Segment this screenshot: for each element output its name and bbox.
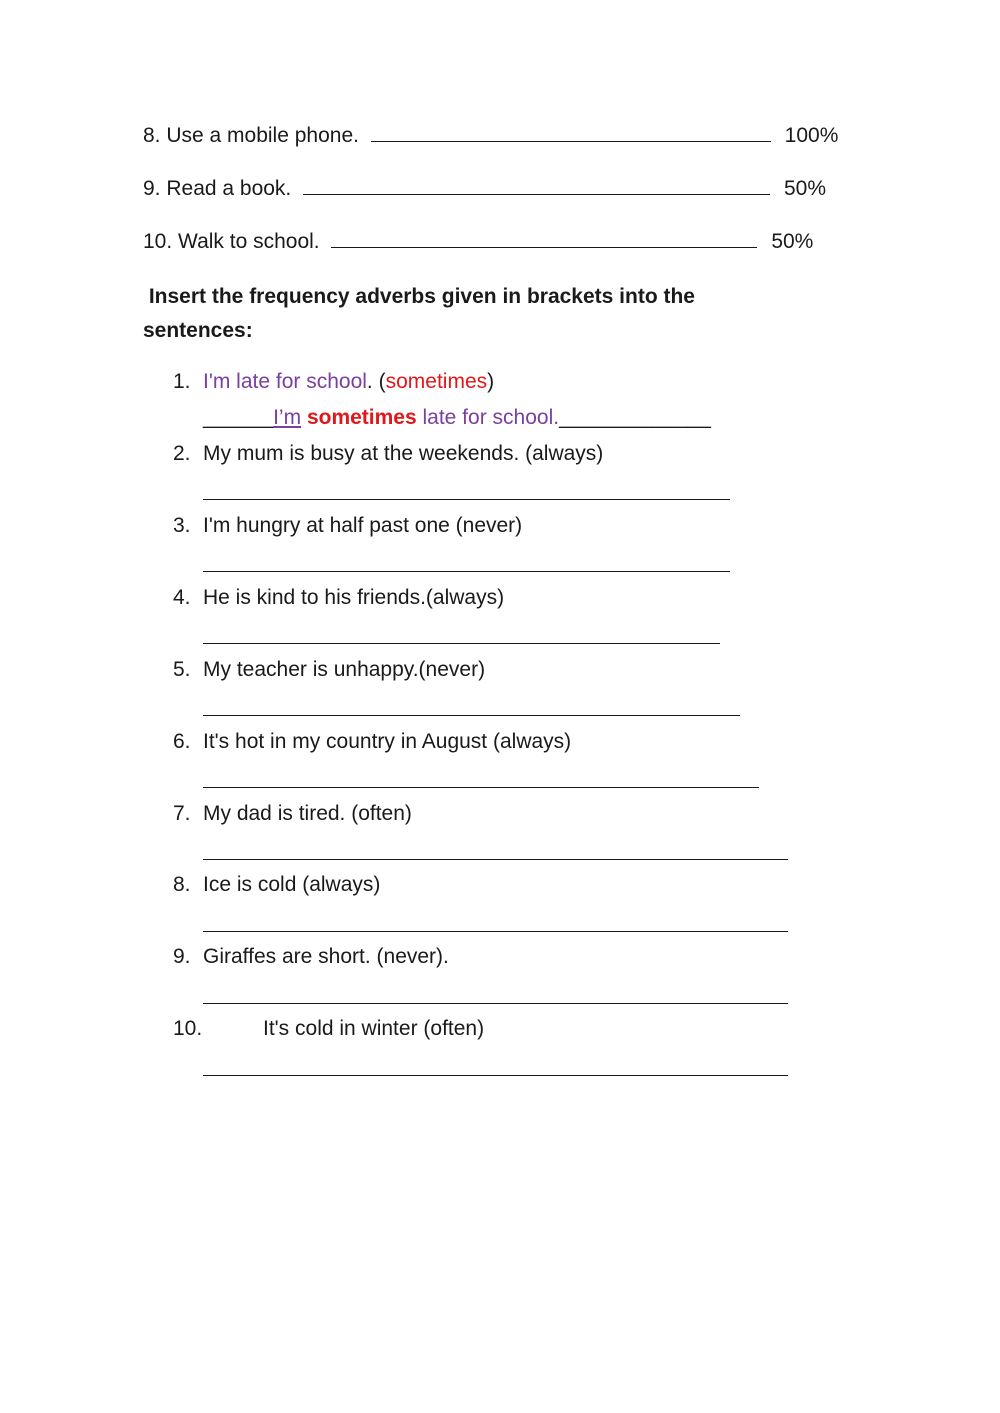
example-sentence-text: I'm late for school — [203, 370, 367, 393]
item-sentence: I'm hungry at half past one (never) — [203, 514, 523, 537]
item-sentence: It's cold in winter (often) — [263, 1017, 485, 1040]
prev-item-text: 9. Read a book. — [143, 177, 292, 200]
example-answer — [203, 404, 711, 432]
answer-line[interactable] — [203, 859, 788, 860]
example-answer-subject-m: ’m — [278, 406, 302, 429]
prev-item-9 — [143, 174, 826, 203]
answer-line[interactable] — [203, 499, 730, 500]
heading-line-1: Insert the frequency adverbs given in brackets into the — [143, 285, 695, 308]
item-number: 3. — [173, 514, 191, 537]
prev-item-10 — [143, 227, 813, 256]
item-sentence: My dad is tired. (often) — [203, 802, 412, 825]
item-sentence: It's hot in my country in August (always) — [203, 730, 572, 753]
item-number: 4. — [173, 586, 191, 609]
example-answer-trail: _____________ — [559, 406, 711, 429]
item-sentence: Ice is cold (always) — [203, 873, 381, 896]
answer-line[interactable] — [203, 643, 720, 644]
item-number: 5. — [173, 658, 191, 681]
item-sentence: He is kind to his friends.(always) — [203, 586, 505, 609]
item-number: 6. — [173, 730, 191, 753]
answer-line[interactable] — [203, 1003, 788, 1004]
example-adverb: sometimes — [385, 370, 488, 393]
item-sentence: My mum is busy at the weekends. (always) — [203, 442, 604, 465]
prev-item-text: 10. Walk to school. — [143, 230, 320, 253]
answer-blank[interactable] — [331, 227, 757, 248]
answer-line[interactable] — [203, 571, 730, 572]
heading-line-2: sentences: — [143, 319, 253, 342]
prev-item-text: 8. Use a mobile phone. — [143, 124, 359, 147]
example-answer-lead: ______ — [203, 406, 274, 429]
item-sentence: Giraffes are short. (never). — [203, 945, 449, 968]
item-number: 7. — [173, 802, 191, 825]
frequency-percent: 100% — [784, 124, 839, 147]
example-answer-subject-i: I — [273, 406, 279, 429]
item-number: 1. — [173, 370, 191, 393]
item-number: 8. — [173, 873, 191, 896]
example-answer-adverb: sometimes — [306, 406, 417, 429]
example-open-paren: ( — [372, 370, 386, 393]
answer-line[interactable] — [203, 787, 759, 788]
item-sentence: My teacher is unhappy.(never) — [203, 658, 486, 681]
answer-blank[interactable] — [303, 174, 770, 195]
example-sentence — [203, 368, 494, 396]
example-answer-rest: late for school. — [416, 406, 560, 429]
item-number: 2. — [173, 442, 191, 465]
example-period: . — [366, 370, 373, 393]
answer-line[interactable] — [203, 1075, 788, 1076]
answer-line[interactable] — [203, 715, 740, 716]
frequency-percent: 50% — [771, 230, 814, 253]
item-number: 10. — [173, 1017, 203, 1040]
example-close-paren: ) — [487, 370, 495, 393]
item-number: 9. — [173, 945, 191, 968]
answer-line[interactable] — [203, 931, 788, 932]
prev-item-8 — [143, 121, 838, 150]
frequency-percent: 50% — [783, 177, 826, 200]
answer-blank[interactable] — [371, 121, 771, 142]
exercise-heading — [143, 280, 823, 348]
